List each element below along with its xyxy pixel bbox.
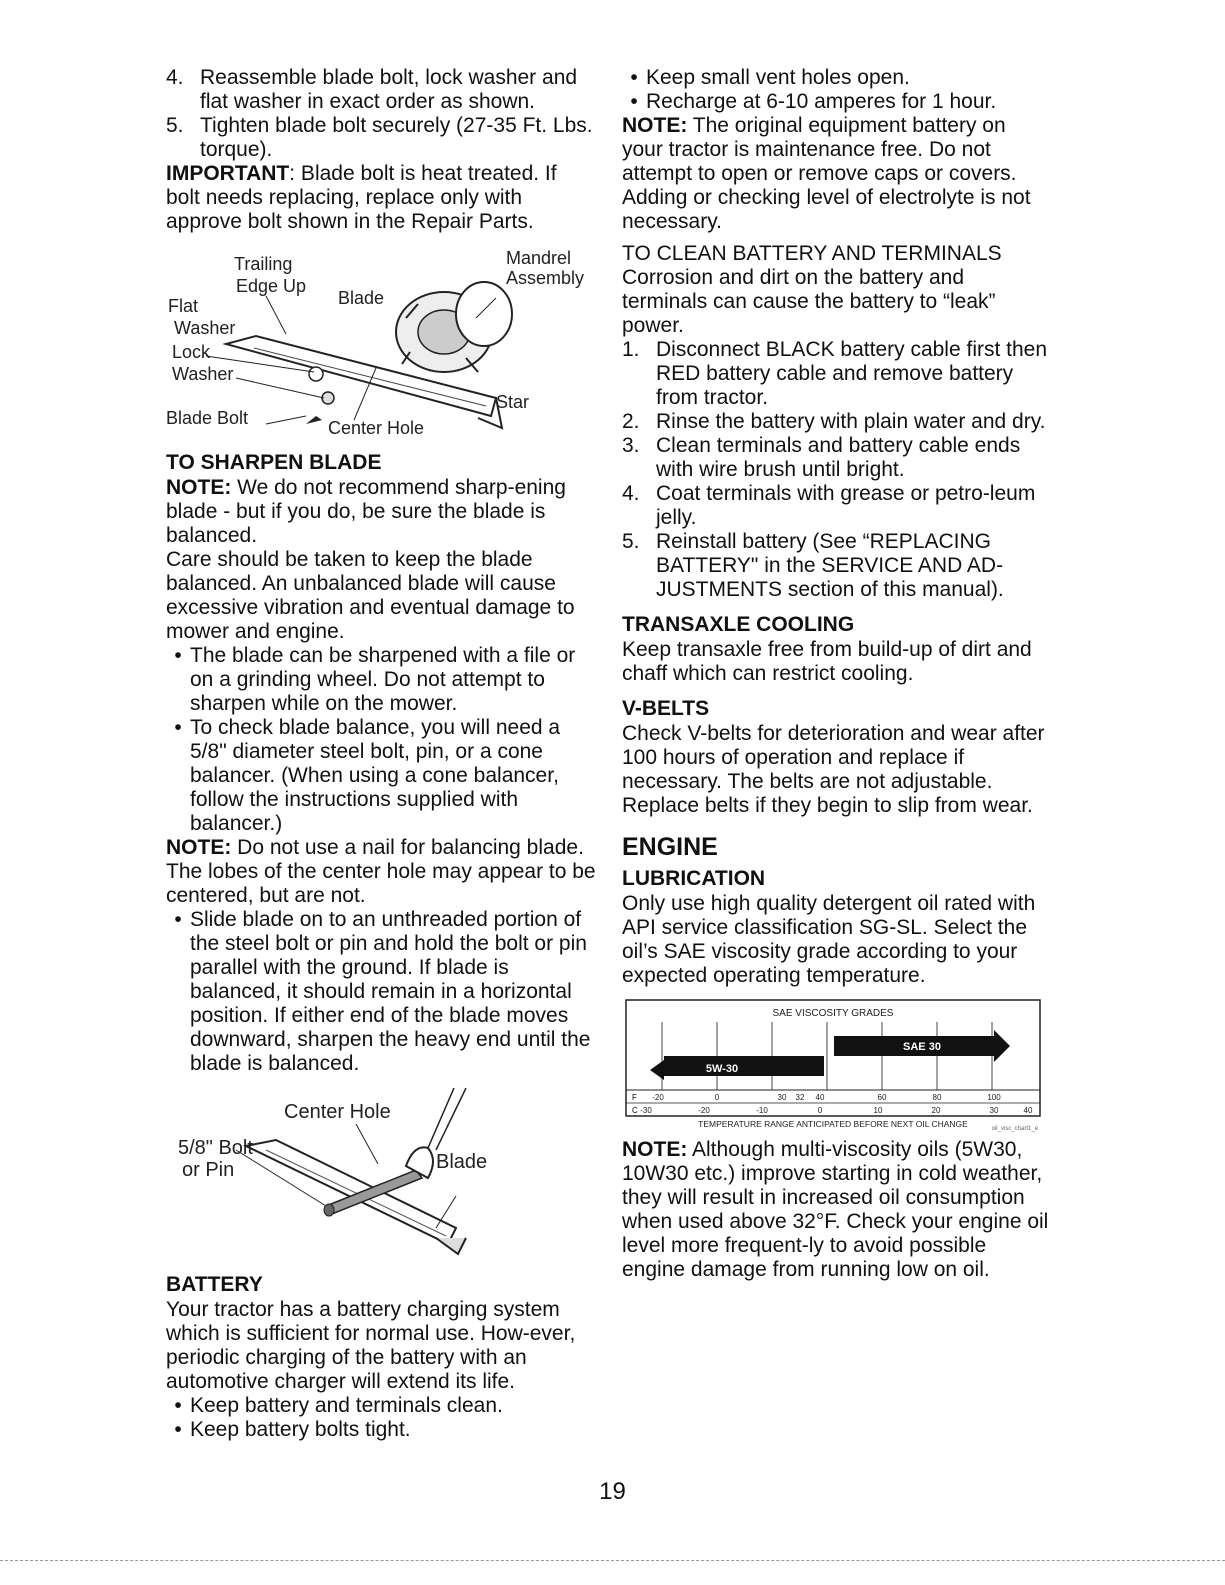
step-number: 1. <box>622 338 640 361</box>
bullet-text: Slide blade on to an unthreaded portion of the steel bolt or pin and hold the bolt or pin parallel with the ground. If blade is balanced, it should remain in a horizontal position. If either end of the blade moves downward, sharpen the heavy end until the blade is balanced. <box>190 908 591 1075</box>
bullet-item <box>622 90 1052 114</box>
note-text: Although multi-viscosity oils (5W30, 10W30 etc.) improve starting in cold weather, they will result in increased oil consumption when used above 32°F. Check your engine oil level more frequent-ly to avoid possible engine damage from running low on oil. <box>622 1138 1049 1281</box>
viscosity-chart-drawing <box>622 996 1042 1132</box>
bullet-dot: • <box>174 716 182 739</box>
viscosity-caption: TEMPERATURE RANGE ANTICIPATED BEFORE NEXT OIL CHANGE <box>698 1119 968 1129</box>
note-label: NOTE: <box>166 836 232 859</box>
step-5 <box>166 114 596 162</box>
right-column <box>622 66 1052 1282</box>
important-text: : Blade bolt is heat treated. If bolt needs replacing, replace only with approve bolt shown in the Repair Parts. <box>166 162 557 233</box>
label-washer-1: Washer <box>174 318 236 338</box>
step-text: Tighten blade bolt securely (27-35 Ft. Lbs. torque). <box>200 114 593 161</box>
label-mandrel: Mandrel <box>506 248 572 268</box>
bullet-item <box>166 644 596 716</box>
label-flat: Flat <box>168 296 199 316</box>
step-item <box>622 434 1052 482</box>
c-tick: 20 <box>931 1106 941 1115</box>
note-oil <box>622 1138 1052 1282</box>
step-text: Reassemble blade bolt, lock washer and flat washer in exact order as shown. <box>200 66 578 113</box>
blade-balance-figure <box>166 1088 596 1268</box>
battery-paragraph: Your tractor has a battery charging system which is sufficient for normal use. How-ever, periodic charging of the battery with an automotive charger will extend its life. <box>166 1298 576 1393</box>
step-text: Rinse the battery with plain water and dry. <box>656 410 1046 433</box>
important-paragraph <box>166 162 596 234</box>
label-center-hole: Center Hole <box>328 418 425 438</box>
lubrication-paragraph: Only use high quality detergent oil rated with API service classification SG-SL. Select the oil’s SAE viscosity grade according to your expected operating temperature. <box>622 892 1036 987</box>
bullet-item <box>166 908 596 1076</box>
c-axis-label: C <box>632 1106 638 1115</box>
bullet-item <box>166 1418 596 1442</box>
bullet-dot: • <box>174 1394 182 1417</box>
chart-code: oil_visc_chart1_e <box>991 1126 1038 1132</box>
bullet-item <box>166 716 596 836</box>
clean-heading: TO CLEAN BATTERY AND TERMINALS <box>622 242 1002 265</box>
f-axis-label: F <box>632 1093 637 1102</box>
f-tick: 32 <box>795 1093 805 1102</box>
bullet-text: The blade can be sharpened with a file or on a grinding wheel. Do not attempt to sharpen while on the mower. <box>190 644 576 715</box>
label-blade-bolt: Blade Bolt <box>166 408 249 428</box>
step-item <box>622 482 1052 530</box>
blade-assembly-figure <box>166 248 596 446</box>
sharpen-heading: TO SHARPEN BLADE <box>166 451 382 474</box>
battery-heading: BATTERY <box>166 1273 263 1296</box>
vbelts-heading: V-BELTS <box>622 697 710 720</box>
bar-sae30-label: SAE 30 <box>903 1041 941 1053</box>
bottom-divider <box>0 1560 1225 1561</box>
page-number: 19 <box>599 1478 626 1505</box>
step-number: 4. <box>622 482 640 505</box>
note-1 <box>166 476 596 548</box>
note-2 <box>166 836 596 908</box>
c-tick: 30 <box>989 1106 999 1115</box>
step-number: 3. <box>622 434 640 457</box>
step-number: 5. <box>622 530 640 553</box>
f-tick: 100 <box>987 1093 1001 1102</box>
c-tick: -10 <box>756 1106 768 1115</box>
note-battery <box>622 114 1052 234</box>
bullet-item <box>622 66 1052 90</box>
bullet-text: Keep battery bolts tight. <box>190 1418 411 1441</box>
note-text: Do not use a nail for balancing blade. The lobes of the center hole may appear to be centered, but are not. <box>166 836 596 907</box>
f-tick: -20 <box>652 1093 664 1102</box>
viscosity-title: SAE VISCOSITY GRADES <box>772 1008 894 1019</box>
bullet-item <box>166 1394 596 1418</box>
engine-heading: ENGINE <box>622 833 718 861</box>
bullet-dot: • <box>174 1418 182 1441</box>
c-tick: 10 <box>873 1106 883 1115</box>
bullet-dot: • <box>174 644 182 667</box>
bullet-text: Keep battery and terminals clean. <box>190 1394 503 1417</box>
note-text: The original equipment battery on your tractor is maintenance free. Do not attempt to open or remove caps or covers. Adding or checking level of electrolyte is not necessary. <box>622 114 1031 233</box>
transaxle-paragraph: Keep transaxle free from build-up of dirt and chaff which can restrict cooling. <box>622 638 1032 685</box>
clean-steps <box>622 338 1052 602</box>
c-tick: -30 <box>640 1106 652 1115</box>
label-center-hole: Center Hole <box>284 1101 391 1123</box>
step-item <box>622 410 1052 434</box>
viscosity-chart <box>622 996 1042 1132</box>
step-number: 5. <box>166 114 184 137</box>
label-bolt: 5/8" Bolt <box>178 1137 253 1159</box>
note-text: We do not recommend sharp-ening blade - but if you do, be sure the blade is balanced. <box>166 476 566 547</box>
step-item <box>622 530 1052 602</box>
step-4 <box>166 66 596 114</box>
label-edge-up: Edge Up <box>236 276 307 296</box>
label-or-pin: or Pin <box>182 1159 235 1181</box>
bullet-text: Recharge at 6-10 amperes for 1 hour. <box>646 90 997 113</box>
label-lock: Lock <box>172 342 211 362</box>
f-tick: 0 <box>714 1093 720 1102</box>
step-text: Clean terminals and battery cable ends with wire brush until bright. <box>656 434 1021 481</box>
f-tick: 80 <box>932 1093 942 1102</box>
step-number: 2. <box>622 410 640 433</box>
bullet-text: To check blade balance, you will need a 5/8" diameter steel bolt, pin, or a cone balancer. (When using a cone balancer, follow the instructions supplied with balancer.) <box>190 716 561 835</box>
care-paragraph: Care should be taken to keep the blade balanced. An unbalanced blade will cause excessive vibration and eventual damage to mower and engine. <box>166 548 575 643</box>
step-text: Coat terminals with grease or petro-leum jelly. <box>656 482 1036 529</box>
label-assembly: Assembly <box>506 268 585 288</box>
c-tick: 0 <box>817 1106 823 1115</box>
step-number: 4. <box>166 66 184 89</box>
step-text: Reinstall battery (See “REPLACING BATTERY" in the SERVICE AND AD-JUSTMENTS section of this manual). <box>656 530 1004 601</box>
f-tick: 60 <box>877 1093 887 1102</box>
bullet-dot: • <box>174 908 182 931</box>
label-trailing: Trailing <box>234 254 293 274</box>
step-text: Disconnect BLACK battery cable first then RED battery cable and remove battery from tractor. <box>656 338 1048 409</box>
clean-paragraph: Corrosion and dirt on the battery and terminals can cause the battery to “leak” power. <box>622 266 996 337</box>
label-star: Star <box>496 392 530 412</box>
note-label: NOTE: <box>622 1138 688 1161</box>
bullet-text: Keep small vent holes open. <box>646 66 910 89</box>
label-blade: Blade <box>436 1151 488 1173</box>
f-tick: 40 <box>815 1093 825 1102</box>
step-item <box>622 338 1052 410</box>
bullet-dot: • <box>630 66 638 89</box>
f-tick: 30 <box>777 1093 787 1102</box>
lubrication-heading: LUBRICATION <box>622 867 766 890</box>
bullet-dot: • <box>630 90 638 113</box>
note-label: NOTE: <box>166 476 232 499</box>
bar-5w30-label: 5W-30 <box>705 1063 739 1075</box>
c-tick: -20 <box>698 1106 710 1115</box>
label-blade: Blade <box>338 288 385 308</box>
label-washer-2: Washer <box>172 364 234 384</box>
transaxle-heading: TRANSAXLE COOLING <box>622 613 855 636</box>
c-tick: 40 <box>1023 1106 1033 1115</box>
note-label: NOTE: <box>622 114 688 137</box>
vbelts-paragraph: Check V-belts for deterioration and wear after 100 hours of operation and replace if necessary. The belts are not adjustable. Replace belts if they begin to slip from wear. <box>622 722 1045 817</box>
important-label: IMPORTANT <box>166 162 290 185</box>
left-column <box>166 66 596 1442</box>
